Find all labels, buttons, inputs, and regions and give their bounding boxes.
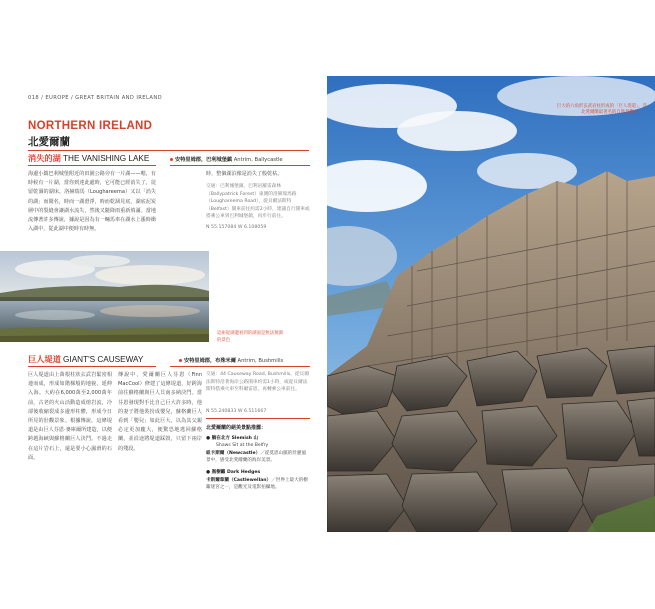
causeway-title-en: GIANT'S CAUSEWAY <box>63 355 144 364</box>
causeway-title-zh: 巨人堤道 <box>28 354 61 364</box>
recommend-item-4-desc: ／世界上最大的樹籬迷宮之一，是觀光及電影拍攝地。 <box>206 478 308 490</box>
recommend-item-1-desc: Shaws Sit at the Belfry <box>216 443 269 448</box>
recommend-item-2-name: 紐卡斯爾（Newcastle） <box>206 451 261 456</box>
lake-photo <box>0 251 209 342</box>
causeway-location <box>179 357 283 364</box>
causeway-location-rule <box>170 366 310 367</box>
recommend-item-2 <box>206 450 310 468</box>
running-head: 018 / EUROPE / GREAT BRITAIN AND IRELAND <box>28 95 163 101</box>
location-pin-icon <box>179 359 182 362</box>
recommend-item-1 <box>206 435 310 449</box>
causeway-title <box>28 354 143 365</box>
lake-location-zh: 安特里姆郡，巴利城堡鎮 <box>175 157 233 163</box>
causeway-location-zh: 安特里姆郡，布殊米爾 <box>184 358 236 364</box>
causeway-location-en: Antrim, Bushmills <box>237 358 284 364</box>
causeway-photo-image <box>327 76 655 532</box>
lake-location-en: Antrim, Ballycastle <box>233 157 283 163</box>
causeway-photo-caption: 巨大的六角形玄武岩柱形成的「巨人堤道」，是北愛爾蘭最著名的自然景觀之一。 <box>557 104 648 116</box>
lake-title <box>28 153 149 164</box>
lake-location <box>170 156 283 163</box>
causeway-body-col1: 巨人堤道由上萬根柱狀玄武岩緊密相連而成，形成如階梯般的地貌，延伸入海。大約在6,000萬至2,000萬年前，古老的火山活動造成熔岩流，冷卻後收縮裂成多邊形柱體，形成今日所見的壯觀景象。根據傳說，這條堤道是由巨人芬恩·麥庫爾所建造，以便跨越海峽與蘇格蘭巨人決鬥。不過走在這片岩石上，還是要小心濕滑的石面。 <box>28 372 112 461</box>
lake-title-en: THE VANISHING LAKE <box>63 154 150 163</box>
causeway-directions: 交通：44 Causeway Road, Bushmills。從貝爾法斯特沿著海岸公路開車約需1小時，或從貝爾法斯特搭乘火車至科爾雷恩，再轉乘公車前往。 <box>206 372 309 393</box>
location-pin-icon <box>170 158 173 161</box>
lake-body: 海邊小鎮巴利城堡附近的田園公路旁有一片湖——嗯，有時候有一片湖，當你到達此處時，它可能已經消失了，徒留乾涸的湖床。洛赫瑞馬（Loughareema）又以「消失的湖」而聞名，時而一湖澄淨，時而乾涸見底，湖底泥炭層中的裂縫會讓湖水流失，然後又隨降雨重新填滿。當地流傳著許多傳說，據說是因為有一輛馬車在湖水上漲時衝入湖中，從此湖中便時有時無。 <box>28 171 156 233</box>
causeway-photo <box>327 76 655 532</box>
region-rule <box>28 150 309 151</box>
causeway-coords: N 55.240833 W 6.511667 <box>206 409 267 414</box>
recommend-box-title: 北愛爾蘭的絕美景點推薦： <box>206 425 267 431</box>
causeway-body-col2: 傳說中，愛爾蘭巨人芬恩（Finn MacCool）修建了這條堤道，好跨海前往蘇格蘭與巨人貝南多納決鬥。當芬恩發現對手比自己巨大許多時，他的妻子將他裝扮成嬰兒，蘇格蘭巨人看到「嬰兒」如此巨大，以為其父親必定更加龐大，便驚恐地逃回蘇格蘭，並沿途將堤道踩毀，只留下兩岸的殘段。 <box>118 372 202 452</box>
recommend-item-2-desc: ／從莫恩山脈的壯麗風景中，感受北愛爾蘭的海岸美景。 <box>206 451 307 463</box>
recommend-item-4-name: 卡斯爾韋蘭（Castlewellan） <box>206 478 272 483</box>
recommend-item-4 <box>206 477 310 499</box>
lake-directions: 交通：巴利城堡鎮、巴利岩羅雷森林（Ballypatrick Forest）東側的洛赫瑞馬路（Loughareema Road），從貝爾法斯特（Belfast）開車前往約需2小時，建議自行開車或搭乘公車到巴利城堡鎮，再步行前往。 <box>206 184 310 220</box>
region-title-en: NORTHERN IRELAND <box>28 120 153 132</box>
recommend-item-3 <box>206 469 310 476</box>
lake-title-rule <box>28 165 156 166</box>
lake-photo-image <box>0 251 209 342</box>
recommend-item-3-name: ● 黑樹籬 Dark Hedges <box>206 470 261 475</box>
lake-location-rule <box>170 165 310 166</box>
box-top-rule <box>206 418 310 419</box>
region-title-zh: 北愛爾蘭 <box>28 136 70 148</box>
lake-title-zh: 消失的湖 <box>28 153 61 163</box>
lake-photo-caption: 這座從湖邊看到的湖面是無法預測的景色 <box>217 331 283 343</box>
lake-body-continued: 時，整個湖泊像是消失了般乾枯。 <box>206 171 283 177</box>
lake-coords: N 55.157084 W 6.108059 <box>206 225 267 230</box>
recommend-item-1-name: ● 躺在北方 Slemish 山 <box>206 436 259 441</box>
causeway-title-rule <box>28 366 156 367</box>
